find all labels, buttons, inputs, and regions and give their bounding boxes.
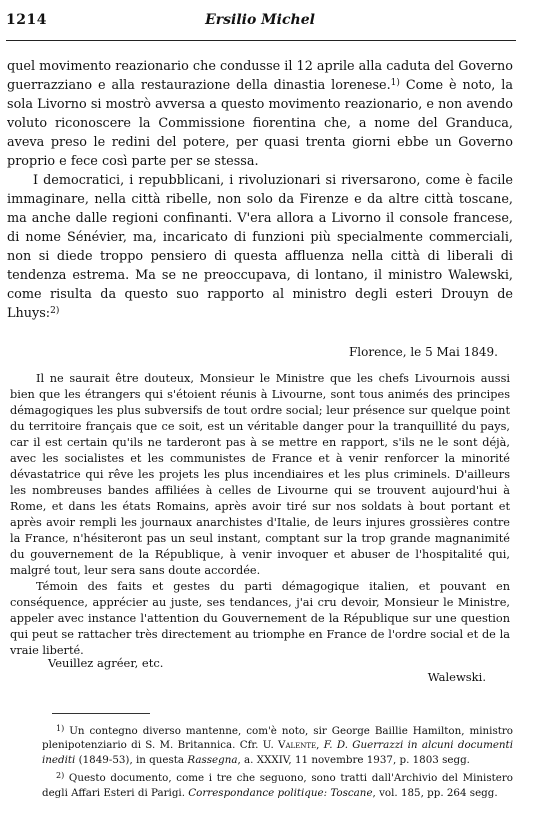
page-number: 1214	[6, 12, 47, 28]
footnote-2-text-a: Questo documento, come i tre che seguono, sono tratti dall'Archivio del Ministero degli Affari Esteri di Parigi.	[42, 772, 513, 799]
paragraph-1	[7, 57, 513, 171]
letter-signature: Walewski.	[427, 670, 486, 684]
footnote-2-mark: 2)	[56, 771, 65, 781]
paragraph-1-text-a: quel movimento reazionario che condusse il 12 aprile alla caduta del Governo guerrazziano e alla restaurazione della dinastia lorenese.	[7, 59, 513, 93]
letter-quote	[10, 371, 510, 659]
footnote-1-journal: Rassegna	[187, 753, 238, 766]
footnotes	[42, 722, 513, 802]
footnote-1-text-b: ,	[316, 739, 324, 752]
footnote-2-title: Correspondance politique: Toscane	[188, 786, 373, 799]
footnote-2	[42, 769, 513, 800]
footnote-1-mark: 1)	[56, 724, 65, 733]
footnote-1-text-d: , a. XXXIV, 11 novembre 1937, p. 1803 segg.	[237, 753, 470, 766]
footnote-2-text-b: , vol. 185, pp. 264 segg.	[372, 786, 498, 799]
footnote-ref-2[interactable]: 2)	[50, 306, 60, 316]
footnote-1-text-a: Un contegno diverso mantenne, com'è noto, sir George Baillie Hamilton, ministro plenipotenziario di S. M. Britannica. Cfr. U.	[42, 725, 513, 752]
footnote-1-author: Valente	[278, 739, 317, 752]
running-head: Ersilio Michel	[205, 12, 315, 28]
letter-closing: Veuillez agréer, etc.	[48, 656, 164, 670]
header-rule	[6, 40, 516, 41]
letter-paragraph-2: Témoin des faits et gestes du parti démagogique italien, et pouvant en conséquence, apprécier au juste, ses tendances, j'ai cru devoir, Monsieur le Ministre, appeler avec instance l'attention du Gouvernement de la République sur une question qui peut se rattacher très directement au triomphe en France de l'ordre social et de la vraie liberté.	[10, 580, 510, 657]
paragraph-1-text-b: Come è noto, la sola Livorno si mostrò avversa a questo movimento reazionario, e non avendo voluto riconoscere la Commissione fiorentina che, a nome del Granduca, aveva preso le redini del potere, per quasi trenta giorni ebbe un Governo proprio e fece così parte per se stessa.	[7, 78, 513, 169]
footnote-1-text-c: (1849-53), in questa	[75, 753, 188, 766]
footnote-rule	[52, 713, 150, 714]
footnote-1-title: F. D. Guerrazzi in alcuni documenti inediti	[42, 739, 513, 766]
footnote-1	[42, 722, 513, 767]
paragraph-2-text: I democratici, i repubblicani, i rivoluzionari si riversarono, come è facile immaginare, nella città ribelle, non solo da Firenze e da altre città toscane, ma anche dalle regioni confinanti. V'era allora a Livorno il console francese, di nome Sénévier, ma, incaricato di funzioni più specialmente commerciali, non si diede troppo pensiero di questa affluenza nella città di liberali di tendenza estrema. Ma se ne preoccupava, di lontano, il ministro Walewski, come risulta da questo suo rapporto al ministro degli esteri Drouyn de Lhuys:	[7, 173, 513, 321]
page-header	[6, 12, 514, 36]
footnote-ref-1[interactable]: 1)	[390, 78, 400, 88]
letter-dateline: Florence, le 5 Mai 1849.	[348, 345, 498, 359]
paragraph-2	[7, 171, 513, 323]
body-text	[7, 57, 513, 323]
letter-paragraph-1: Il ne saurait être douteux, Monsieur le Ministre que les chefs Livournois aussi bien que les étrangers qui s'étoient réunis à Livourne, sont tous animés des principes démagogiques les plus subversifs de tout ordre social; leur présence sur quelque point du territoire français que ce soit, est un véritable danger pour la tranquillité du pays, car il est certain qu'ils ne tarderont pas à se mettre en rapport, s'ils ne le sont déjà, avec les socialistes et les communistes de France et à venir renforcer la minorité dévastatrice qui rêve les projets les plus incendiaires et les plus criminels. D'ailleurs les nombreuses bandes affiliées à celles de Livourne qui se trouvent aujourd'hui à Rome, et dans les états Romains, après avoir tiré sur nos soldats à bout portant et après avoir rempli les journaux anarchistes d'Italie, de leurs injures grossières contre la France, n'hésiteront pas un seul instant, comptant sur la trop grande magnanimité du gouvernement de la République, à venir invoquer et abuser de l'hospitalité qui, malgré tout, leur sera sans doute accordée.	[10, 372, 510, 577]
